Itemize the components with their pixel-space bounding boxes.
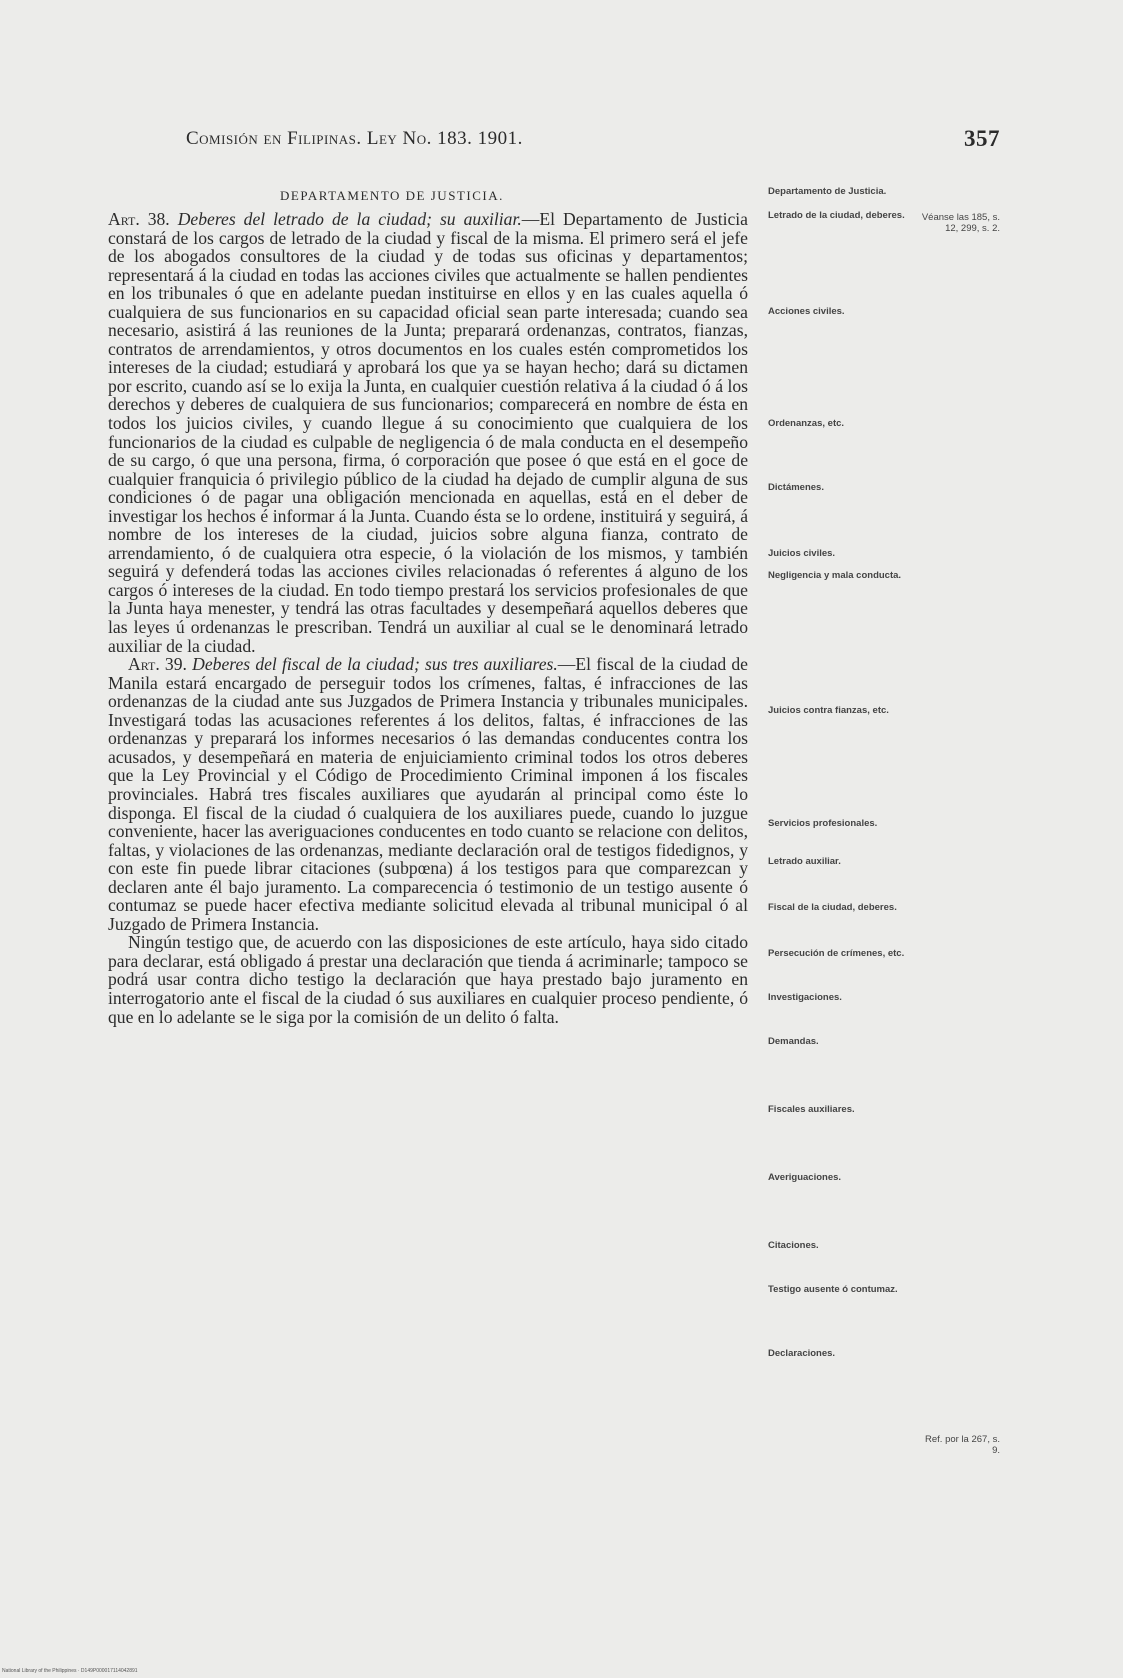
cross-reference: Véanse las 185, s. 12, 299, s. 2. bbox=[921, 212, 1000, 234]
cross-reference: Ref. por la 267, s. 9. bbox=[925, 1434, 1000, 1456]
article-number: Art. 38. bbox=[108, 209, 170, 229]
margin-note: Acciones civiles. bbox=[768, 306, 845, 317]
margin-note: Juicios civiles. bbox=[768, 548, 836, 559]
page-number: 357 bbox=[964, 126, 1000, 151]
margin-note: Departamento de Justicia. bbox=[768, 186, 887, 197]
margin-note: Servicios profesionales. bbox=[768, 818, 878, 829]
article-heading: Deberes del fiscal de la ciudad; sus tres auxiliares. bbox=[192, 654, 558, 675]
margin-note: Declaraciones. bbox=[768, 1348, 836, 1359]
running-head bbox=[186, 128, 1000, 158]
article-text: Ningún testigo que, de acuerdo con las disposiciones de este artículo, haya sido citado para declarar, está obligado á prestar una declaración que tienda á acriminarle; tampoco se podrá usar contra dicho testigo la declaración que haya prestado bajo juramento en interrogatorio ante el fiscal de la ciudad ó sus auxiliares en cualquier proceso pendiente, ó que en lo adelante se le siga por la comisión de un delito ó falta. bbox=[108, 932, 748, 1027]
article-heading: Deberes del letrado de la ciudad; su auxiliar. bbox=[177, 209, 522, 229]
margin-note: Persecución de crímenes, etc. bbox=[768, 948, 905, 959]
margin-note: Investigaciones. bbox=[768, 992, 842, 1003]
margin-note: Letrado de la ciudad, deberes. bbox=[768, 210, 905, 221]
article-text: —El fiscal de la ciudad de Manila estará encargado de perseguir todos los crímenes, faltas, é infracciones de las ordenanzas de la ciudad ante sus Juzgados de Primera Instancia y tribunales municipales. Investigará todas las acusaciones referentes á los delitos, faltas, é infracciones de las ordenanzas y preparará los informes necesarios ó las demandas conducentes contra los acusados, y desempeñará en materia de enjuiciamiento criminal todos los otros deberes que la Ley Provincial y el Código de Procedimiento Criminal imponen á los fiscales provinciales. Habrá tres fiscales auxiliares que ayudarán al principal como éste lo disponga. El fiscal de la ciudad ó cualquiera de los auxiliares puede, cuando lo juzgue conveniente, hacer las averiguaciones conducentes en todo cuanto se relacione con delitos, faltas, y violaciones de las ordenanzas, mediante declaración oral de testigos fidedignos, y con este fin puede librar citaciones (subpœna) á los testigos para que comparezcan y declaren ante él bajo juramento. La comparecencia ó testimonio de un testigo ausente ó contumaz se puede hacer efectiva mediante solicitud elevada al tribunal municipal ó al Juzgado de Primera Instancia. bbox=[108, 654, 748, 934]
margin-note: Letrado auxiliar. bbox=[768, 856, 841, 867]
article-39-continued bbox=[108, 933, 748, 1026]
margin-note: Dictámenes. bbox=[768, 482, 824, 493]
section-heading: DEPARTAMENTO DE JUSTICIA. bbox=[280, 188, 504, 203]
margin-note: Citaciones. bbox=[768, 1240, 819, 1251]
margin-note: Fiscal de la ciudad, deberes. bbox=[768, 902, 897, 913]
scan-footer: National Library of the Philippines · D149P000017114042891 bbox=[2, 1668, 138, 1674]
body-text bbox=[108, 210, 748, 1026]
article-number: Art. 39. bbox=[128, 654, 187, 675]
margin-note: Juicios contra fianzas, etc. bbox=[768, 705, 889, 716]
margin-note: Negligencia y mala conducta. bbox=[768, 570, 902, 581]
margin-note: Fiscales auxiliares. bbox=[768, 1104, 855, 1115]
margin-note: Testigo ausente ó contumaz. bbox=[768, 1284, 898, 1295]
article-38 bbox=[108, 210, 748, 655]
margin-note: Averiguaciones. bbox=[768, 1172, 842, 1183]
article-39 bbox=[108, 655, 748, 933]
margin-note: Ordenanzas, etc. bbox=[768, 418, 845, 429]
running-head-title: Comisión en Filipinas. Ley No. 183. 1901. bbox=[186, 128, 523, 149]
article-text: —El Departamento de Justicia constará de los cargos de letrado de la ciudad y fiscal de la misma. El primero será el jefe de los abogados consultores de la ciudad y de todas sus oficinas y departamentos; representará á la ciudad en todas las acciones civiles que actualmente se hallen pendientes en los tribunales ó que en adelante puedan instituirse en ellos y en las cuales aquella ó cualquiera de sus funcionarios en su capacidad oficial sean parte interesada; cuando sea necesario, asistirá á las reuniones de la Junta; preparará ordenanzas, contratos, fianzas, contratos de arrendamientos, y otros documentos en los cuales estén comprometidos los intereses de la ciudad; estudiará y aprobará los que ya se hayan hecho; dará su dictamen por escrito, cuando así se lo exija la Junta, en cualquier cuestión relativa á la ciudad ó á los derechos y deberes de cualquiera de sus funcionarios; comparecerá en nombre de ésta en todos los juicios civiles, y cuando llegue á su conocimiento que cualquiera de los funcionarios de la ciudad es culpable de negligencia ó de mala conducta en el desempeño de su cargo, ó que una persona, firma, ó corporación que posee ó que está en el goce de cualquier franquicia ó privilegio público de la ciudad ha dejado de cumplir alguna de sus condiciones ó de pagar una obligación mencionada en aquellas, está en el deber de investigar los hechos é informar á la Junta. Cuando ésta se lo ordene, instituirá y seguirá, á nombre de los intereses de la ciudad, juicios sobre alguna fianza, contrato de arrendamiento, ó de cualquiera otra especie, ó la violación de los mismos, y también seguirá y defenderá todas las acciones civiles relacionadas ó referentes á alguno de los cargos ó intereses de la ciudad. En todo tiempo prestará los servicios profesionales de que la Junta haya menester, y tendrá las otras facultades y desempeñará aquellos deberes que las leyes ú ordenanzas le prescriban. Tendrá un auxiliar al cual se le denominará letrado auxiliar de la ciudad. bbox=[108, 209, 748, 656]
margin-note: Demandas. bbox=[768, 1036, 819, 1047]
